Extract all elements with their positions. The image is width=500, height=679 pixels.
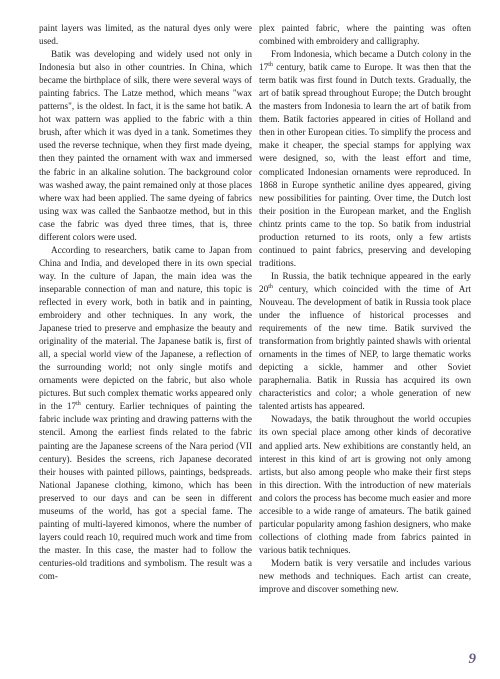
paragraph <box>39 244 252 583</box>
text-run: century, batik came to Europe. It was then that the term batik was first found in Dutch texts. Gradually, the art of batik spread throughout Europe; the Dutch brought the masters from Indonesia to learn the art of batik from them. Batik factories appeared in cities of Holland and then in other European cities. To simplify the process and make it cheaper, the special stamps for applying wax were designed, so, with the least effort and time, complicated Indonesian ornaments were reproduced. In 1868 in Europe synthetic aniline dyes appeared, giving new possibilities for painting. Over time, the Dutch lost their position in the European market, and the English chintz prints came to the top. So batik from industrial production returned to its roots, only a few artists continued to paint fabrics, preserving and developing traditions. <box>259 62 471 268</box>
superscript: th <box>268 62 273 69</box>
right-text-column <box>259 22 471 596</box>
text-run: According to researchers, batik came to Japan from China and India, and developed there in its own special way. In the culture of Japan, the main idea was the inseparable connection of man and nature, this topic is reflected in every work, both in batik and in painting, embroidery and other techniques. In any work, the Japanese tried to preserve and emphasize the beauty and originality of the material. The Japanese batik is, first of all, a special world view of the Japanese, a reflection of the surrounding world; not only single motifs and ornaments were depicted on the fabric, but also whole pictures. But such complex thematic works appeared only in the 17 <box>39 244 252 412</box>
page-number: 9 <box>468 651 476 667</box>
paragraph: Nowadays, the batik throughout the world occupies its own special place among other kinds of decorative and applied arts. New exhibitions are constantly held, an interest in this kind of art is growing not only among artists, but also among people who make their first steps in this direction. With the introduction of new materials and colors the process has become much easier and more accesible to a wide range of amateurs. The batik gained particular popularity among fashion designers, who make collections of clothing made from fabrics painted in various batik techniques. <box>259 414 471 555</box>
text-run: century, which coincided with the time of Art Nouveau. The development of batik in Russia took place under the influence of historical processes and requirements of the new time. Batik survived the transformation from brightly painted shawls with oriental ornaments in the times of NEP, to large thematic works depicting a sickle, hammer and other Soviet paraphernalia. Batik in Russia has acquired its own characteristics and color; a whole generation of new talented artists has appeared. <box>259 283 471 412</box>
text-run: In Russia, the batik technique appeared in the early 20 <box>259 270 471 294</box>
paragraph: plex painted fabric, where the painting was often combined with embroidery and calligraphy. <box>259 23 471 47</box>
left-text-column <box>39 22 252 583</box>
paragraph: Batik was developing and widely used not only in Indonesia but also in other countries. In China, which became the birthplace of silk, there were several ways of painting fabrics. The Latze method, which means "wax patterns", is the oldest. In fact, it is the same hot batik. A hot wax pattern was applied to the fabric with a thin brush, after which it was dyed in a tank. Sometimes they used the reverse technique, when they first made dyeing, then they painted the ornament with wax and immersed the fabric in an alkaline solution. The background color was washed away, the paint remained only at those places where wax had been applied. The same dyeing of fabrics using wax was called the Sanbaotze method, but in this case the fabric was dyed three times, that is, three different colors were used. <box>39 49 252 242</box>
superscript: th <box>76 401 81 408</box>
paragraph: Modern batik is very versatile and includes various new methods and techniques. Each artist can create, improve and discover something new. <box>259 557 471 595</box>
text-run: From Indonesia, which became a Dutch colony in the 17 <box>259 49 471 73</box>
text-run: century. Earlier techniques of painting the fabric include wax printing and drawing patterns with the stencil. Among the earliest finds related to the fabric painting are the Japanese screens of the Nara period (VII century). Besides the screens, rich Japanese decorated their houses with painted pillows, paintings, bedspreads. National Japanese clothing, kimono, which has been preserved to our days and can be seen in different museums of the world, has got a special fame. The painting of multi-layered kimonos, where the number of layers could reach 10, required much work and time from the master. In this case, the master had to follow the centuries-old traditions and symbolism. The result was a com- <box>39 401 252 581</box>
superscript: th <box>268 283 273 290</box>
paragraph <box>259 270 471 414</box>
paragraph: paint layers was limited, as the natural dyes only were used. <box>39 23 252 47</box>
paragraph <box>259 48 471 270</box>
